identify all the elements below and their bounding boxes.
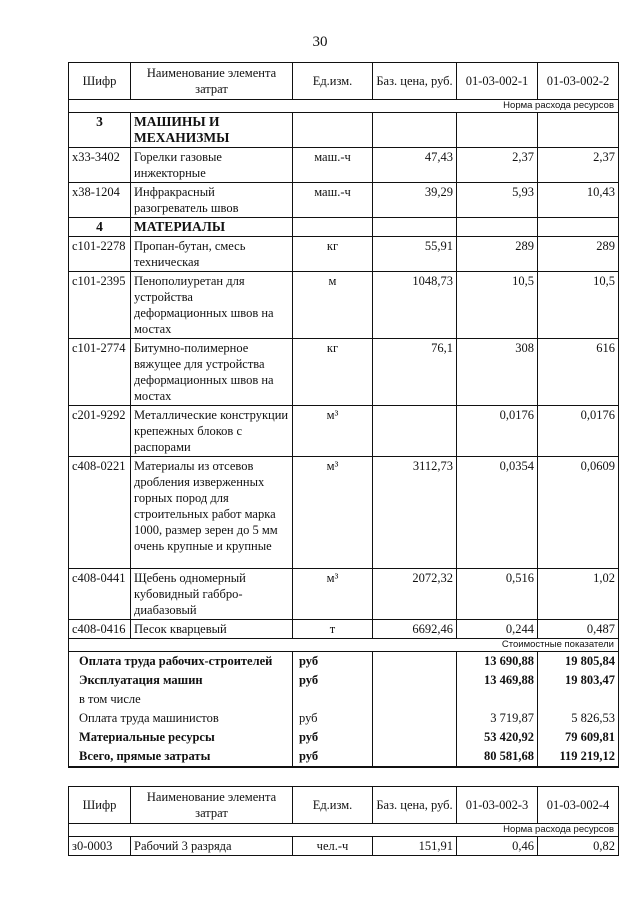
cell-name: Пропан-бутан, смесь техническая [131, 237, 293, 272]
cell-value-1: 0,0176 [457, 406, 538, 457]
table-row [69, 183, 619, 218]
cost-row [69, 747, 619, 767]
table-row [69, 237, 619, 272]
header-col2: 01-03-002-4 [538, 787, 619, 824]
cost-band-row [69, 639, 619, 652]
cell-value-2: 10,43 [538, 183, 619, 218]
cell-price: 3112,73 [373, 457, 457, 569]
cell-code: с408-0416 [69, 620, 131, 639]
cost-unit: руб [293, 652, 373, 672]
cost-label: Эксплуатация машин [69, 671, 293, 690]
cell-code: с201-9292 [69, 406, 131, 457]
cost-row [69, 671, 619, 690]
cell-value-2: 1,02 [538, 569, 619, 620]
norm-band-label: Норма расхода ресурсов [69, 824, 619, 837]
cost-row [69, 728, 619, 747]
cell-price: 76,1 [373, 339, 457, 406]
cell-code: з0-0003 [69, 837, 131, 856]
cell-name: Инфракрасный разогреватель швов [131, 183, 293, 218]
cost-value-2: 119 219,12 [538, 747, 619, 767]
cost-row [69, 690, 619, 709]
table-row [69, 457, 619, 569]
cell-code: х38-1204 [69, 183, 131, 218]
cost-row [69, 652, 619, 672]
cost-label: Материальные ресурсы [69, 728, 293, 747]
cell-value-1: 308 [457, 339, 538, 406]
page-number: 30 [312, 34, 328, 50]
cell-price: 6692,46 [373, 620, 457, 639]
cell-value-2: 10,5 [538, 272, 619, 339]
header-col1: 01-03-002-3 [457, 787, 538, 824]
norm-band-row [69, 100, 619, 113]
cell-value-1: 0,0354 [457, 457, 538, 569]
cell-code: с101-2395 [69, 272, 131, 339]
cost-label: в том числе [69, 690, 293, 709]
header-price: Баз. цена, руб. [373, 63, 457, 100]
cost-value-2 [538, 690, 619, 709]
section-title: МАТЕРИАЛЫ [131, 218, 293, 237]
header-name: Наименование элемента затрат [131, 787, 293, 824]
cost-label: Оплата труда машинистов [69, 709, 293, 728]
cost-value-2: 79 609,81 [538, 728, 619, 747]
cell-name: Пенополиуретан для устройства деформационных швов на мостах [131, 272, 293, 339]
header-name: Наименование элемента затрат [131, 63, 293, 100]
cost-value-2: 19 803,47 [538, 671, 619, 690]
resource-table-2 [68, 786, 619, 856]
resource-table [68, 62, 619, 768]
cell-unit: м³ [293, 569, 373, 620]
cell-value-1: 5,93 [457, 183, 538, 218]
section-header-row [69, 218, 619, 237]
section-header-row [69, 113, 619, 148]
cell-value-1: 10,5 [457, 272, 538, 339]
cell-price: 47,43 [373, 148, 457, 183]
cell-price: 151,91 [373, 837, 457, 856]
header-unit: Ед.изм. [293, 63, 373, 100]
cell-value-1: 0,46 [457, 837, 538, 856]
cell-name: Рабочий 3 разряда [131, 837, 293, 856]
cost-value-2: 19 805,84 [538, 652, 619, 672]
header-unit: Ед.изм. [293, 787, 373, 824]
section-number: 4 [69, 218, 131, 237]
cell-unit: м³ [293, 406, 373, 457]
cell-name: Песок кварцевый [131, 620, 293, 639]
cell-unit: чел.-ч [293, 837, 373, 856]
section-number: 3 [69, 113, 131, 148]
cell-unit: м³ [293, 457, 373, 569]
cell-unit: маш.-ч [293, 148, 373, 183]
cost-unit: руб [293, 747, 373, 767]
cell-name: Битумно-полимерное вяжущее для устройства деформационных швов на мостах [131, 339, 293, 406]
cell-price [373, 406, 457, 457]
cost-unit: руб [293, 709, 373, 728]
cost-row [69, 709, 619, 728]
cost-label: Всего, прямые затраты [69, 747, 293, 767]
section-title: МАШИНЫ И МЕХАНИЗМЫ [131, 113, 293, 148]
cell-value-2: 616 [538, 339, 619, 406]
norm-band-row [69, 824, 619, 837]
cost-unit [293, 690, 373, 709]
cell-value-1: 2,37 [457, 148, 538, 183]
cell-unit: маш.-ч [293, 183, 373, 218]
cost-value-1: 80 581,68 [457, 747, 538, 767]
cell-unit: т [293, 620, 373, 639]
table-row [69, 620, 619, 639]
norm-band-label: Норма расхода ресурсов [69, 100, 619, 113]
cell-code: х33-3402 [69, 148, 131, 183]
cell-name: Материалы из отсевов дробления изверженных горных пород для строительных работ марка 1000, размер зерен до 5 мм очень крупные и крупные [131, 457, 293, 569]
cell-value-2: 0,0176 [538, 406, 619, 457]
cell-unit: кг [293, 237, 373, 272]
table-header-row [69, 63, 619, 100]
cell-price: 55,91 [373, 237, 457, 272]
cost-label: Оплата труда рабочих-строителей [69, 652, 293, 672]
table-row [69, 569, 619, 620]
cell-value-2: 0,487 [538, 620, 619, 639]
cell-value-1: 289 [457, 237, 538, 272]
table-row [69, 148, 619, 183]
cost-value-1: 13 690,88 [457, 652, 538, 672]
cell-code: с408-0441 [69, 569, 131, 620]
header-col2: 01-03-002-2 [538, 63, 619, 100]
table-row [69, 406, 619, 457]
table-row [69, 339, 619, 406]
cost-value-2: 5 826,53 [538, 709, 619, 728]
cost-band-label: Стоимостные показатели [69, 639, 619, 652]
cell-name: Горелки газовые инжекторные [131, 148, 293, 183]
table-row [69, 272, 619, 339]
cell-price: 1048,73 [373, 272, 457, 339]
cell-unit: кг [293, 339, 373, 406]
cell-code: с101-2774 [69, 339, 131, 406]
cell-value-2: 0,82 [538, 837, 619, 856]
cell-code: с408-0221 [69, 457, 131, 569]
cost-value-1: 3 719,87 [457, 709, 538, 728]
table-header-row [69, 787, 619, 824]
header-col1: 01-03-002-1 [457, 63, 538, 100]
header-price: Баз. цена, руб. [373, 787, 457, 824]
cost-value-1: 53 420,92 [457, 728, 538, 747]
cell-code: с101-2278 [69, 237, 131, 272]
table-row [69, 837, 619, 856]
cell-value-2: 2,37 [538, 148, 619, 183]
cell-value-2: 289 [538, 237, 619, 272]
cost-value-1: 13 469,88 [457, 671, 538, 690]
cost-unit: руб [293, 671, 373, 690]
cell-value-1: 0,244 [457, 620, 538, 639]
cost-unit: руб [293, 728, 373, 747]
cell-value-1: 0,516 [457, 569, 538, 620]
cell-name: Щебень одномерный кубовидный габбро-диабазовый [131, 569, 293, 620]
header-code: Шифр [69, 63, 131, 100]
cell-price: 39,29 [373, 183, 457, 218]
cell-price: 2072,32 [373, 569, 457, 620]
cell-unit: м [293, 272, 373, 339]
cell-value-2: 0,0609 [538, 457, 619, 569]
cell-name: Металлические конструкции крепежных блоков с распорами [131, 406, 293, 457]
header-code: Шифр [69, 787, 131, 824]
cost-value-1 [457, 690, 538, 709]
